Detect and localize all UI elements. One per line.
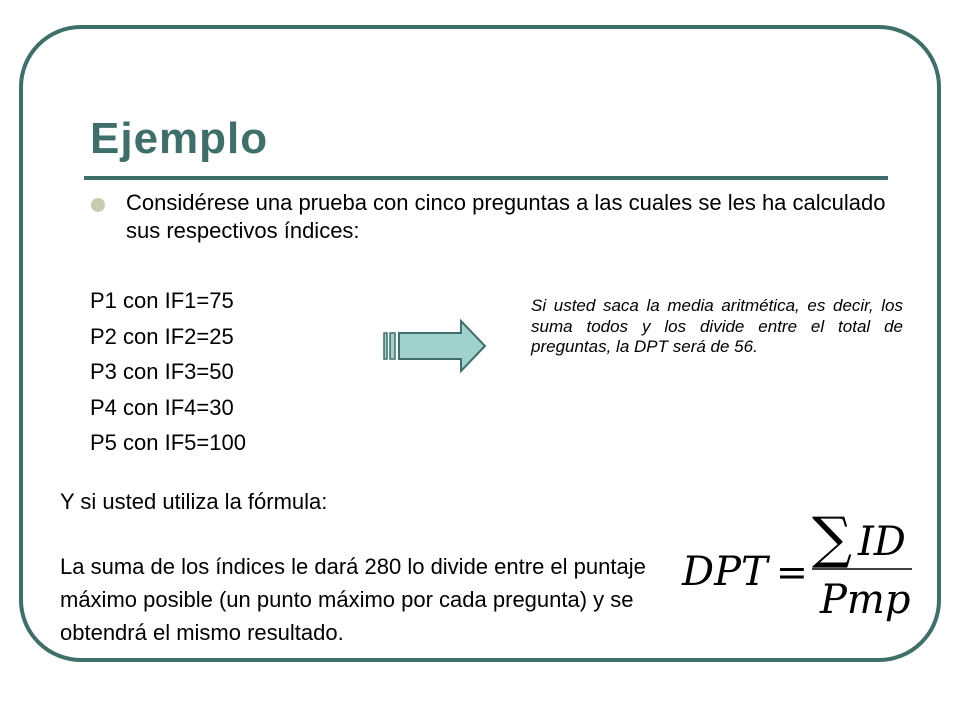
bullet-dot-icon [91, 198, 105, 212]
formula-equals: = [776, 550, 808, 594]
question-index-list [90, 283, 246, 461]
formula-intro: Y si usted utiliza la fórmula: [60, 489, 328, 514]
formula-numerator: ID [858, 519, 906, 565]
mean-note: Si usted saca la media aritmética, es decir, los suma todos y los divide entre el total de preguntas, la DPT será de 56. [531, 296, 903, 356]
list-item: P4 con IF4=30 [90, 394, 234, 420]
summation-icon: ∑ [812, 506, 852, 571]
dpt-formula [680, 505, 920, 625]
right-arrow-icon [381, 319, 491, 399]
list-item: P2 con IF2=25 [90, 323, 234, 349]
formula-denominator: Pmp [820, 577, 911, 623]
list-item: P1 con IF1=75 [90, 288, 234, 313]
formula-lhs: DPT [682, 549, 768, 595]
slide-title: Ejemplo [90, 114, 269, 163]
bullet-text: Considérese una prueba con cinco preguntas a las cuales se les ha calculado sus respectivos índices: [126, 190, 886, 243]
formula-explanation: La suma de los índices le dará 280 lo divide entre el puntaje máximo posible (un punto máximo por cada pregunta) y se obtendrá el mismo resultado. [60, 554, 646, 645]
list-item: P5 con IF5=100 [90, 430, 246, 455]
list-item: P3 con IF3=50 [90, 359, 234, 384]
title-underline [84, 176, 888, 180]
